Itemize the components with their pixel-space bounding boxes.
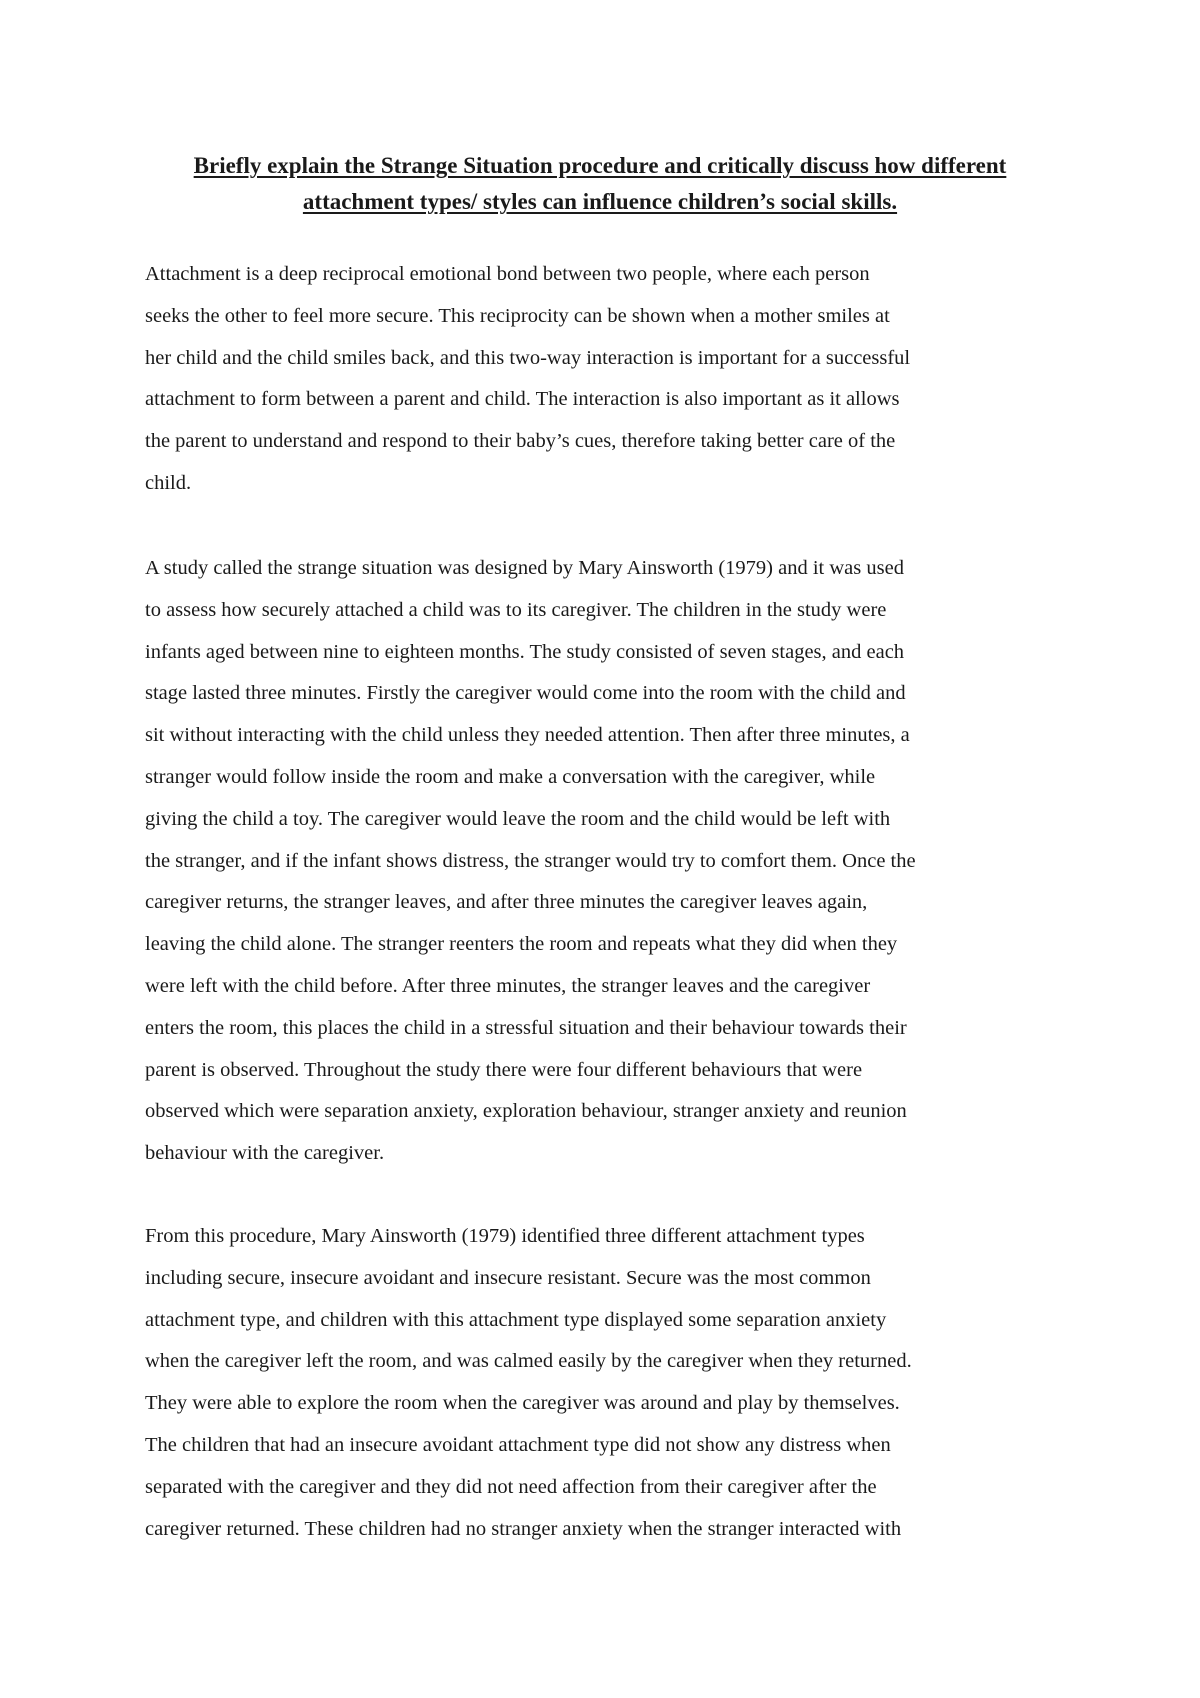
text-line: including secure, insecure avoidant and insecure resistant. Secure was the most common: [145, 1266, 871, 1289]
text-line: caregiver returns, the stranger leaves, and after three minutes the caregiver leaves again,: [145, 891, 868, 914]
text-line: enters the room, this places the child in a stressful situation and their behaviour towards their: [145, 1016, 907, 1039]
title-line: Briefly explain the Strange Situation procedure and critically discuss how different: [193, 153, 1007, 178]
title-line: attachment types/ styles can influence children’s social skills.: [302, 189, 898, 214]
text-line: stage lasted three minutes. Firstly the caregiver would come into the room with the child and: [145, 682, 906, 705]
text-line: were left with the child before. After three minutes, the stranger leaves and the caregiver: [145, 974, 871, 997]
text-line: leaving the child alone. The stranger reenters the room and repeats what they did when they: [145, 933, 898, 956]
text-line: child.: [145, 471, 192, 494]
text-line: The children that had an insecure avoidant attachment type did not show any distress when: [145, 1433, 891, 1456]
text-line: attachment type, and children with this attachment type displayed some separation anxiety: [145, 1308, 887, 1331]
document-title: [145, 148, 1055, 220]
text-line: to assess how securely attached a child was to its caregiver. The children in the study were: [145, 598, 887, 621]
text-line: Attachment is a deep reciprocal emotional bond between two people, where each person: [145, 263, 870, 285]
text-line: sit without interacting with the child unless they needed attention. Then after three minutes, a: [145, 724, 910, 747]
text-line: observed which were separation anxiety, exploration behaviour, stranger anxiety and reunion: [145, 1100, 907, 1123]
paragraph-attachment-definition: [145, 254, 1075, 505]
paragraph-strange-situation: [145, 548, 1075, 1175]
text-line: the stranger, and if the infant shows distress, the stranger would try to comfort them. Once the: [145, 849, 916, 872]
text-line: when the caregiver left the room, and was calmed easily by the caregiver when they returned.: [145, 1350, 912, 1373]
text-line: behaviour with the caregiver.: [145, 1142, 385, 1165]
paragraph-attachment-types: [145, 1216, 1075, 1550]
text-line: separated with the caregiver and they did not need affection from their caregiver after the: [145, 1475, 877, 1498]
text-line: From this procedure, Mary Ainsworth (1979) identified three different attachment types: [145, 1225, 865, 1247]
text-line: They were able to explore the room when the caregiver was around and play by themselves.: [145, 1392, 900, 1415]
text-line: caregiver returned. These children had no stranger anxiety when the stranger interacted with: [145, 1517, 902, 1540]
text-line: stranger would follow inside the room and make a conversation with the caregiver, while: [145, 765, 876, 788]
text-line: attachment to form between a parent and child. The interaction is also important as it allows: [145, 388, 900, 411]
text-line: the parent to understand and respond to their baby’s cues, therefore taking better care of the: [145, 430, 896, 453]
text-line: parent is observed. Throughout the study there were four different behaviours that were: [145, 1058, 863, 1081]
text-line: A study called the strange situation was designed by Mary Ainsworth (1979) and it was used: [145, 557, 904, 579]
text-line: her child and the child smiles back, and this two-way interaction is important for a successful: [145, 346, 911, 369]
text-line: infants aged between nine to eighteen months. The study consisted of seven stages, and each: [145, 640, 905, 663]
text-line: giving the child a toy. The caregiver would leave the room and the child would be left with: [145, 807, 891, 830]
text-line: seeks the other to feel more secure. This reciprocity can be shown when a mother smiles at: [145, 304, 890, 327]
